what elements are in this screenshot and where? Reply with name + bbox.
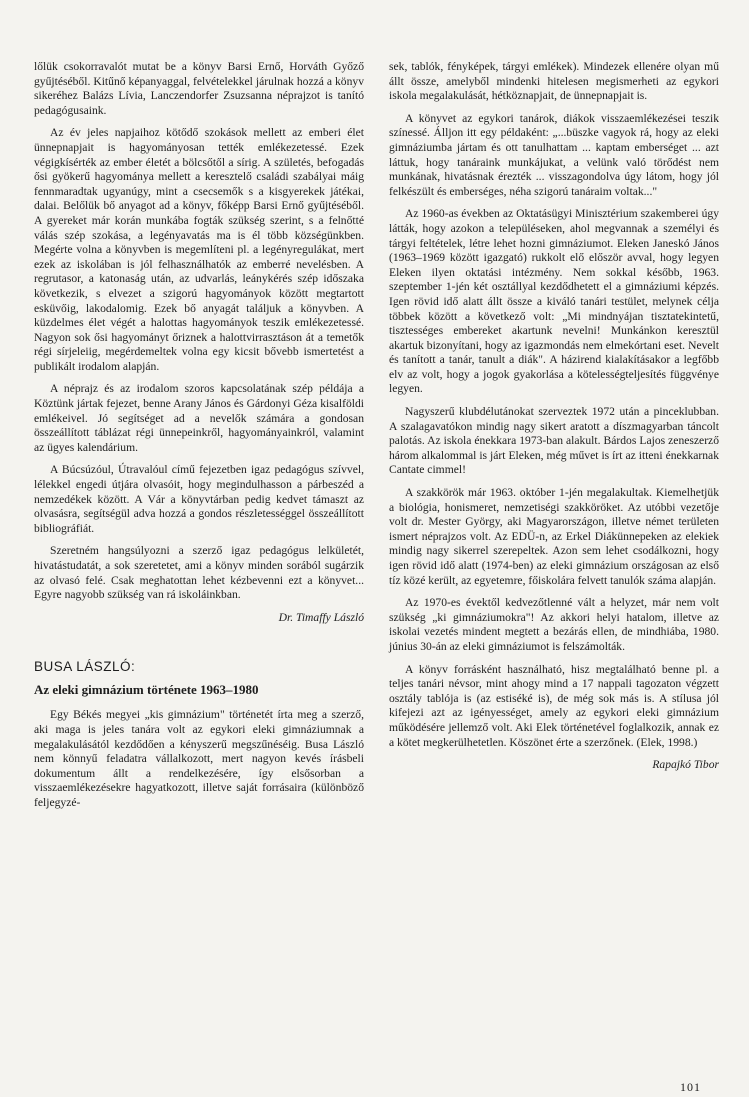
paragraph: A könyv forrásként használható, hisz megtalálható benne pl. a teljes tanári névsor, mint ahogy mind a 17 nappali tagozaton végzett osztály tablója is (az estiséké is), de még sok más is. A stílusa jól kifejezi azt az igényességet, amely az egykori eleki gimnázium működésére jellemző volt. Aki Elek történetével foglalkozik, annak ez a kötet megkerülhetetlen. Köszönet érte a szerzőnek. (Elek, 1998.) — [389, 662, 719, 749]
paragraph: A könyvet az egykori tanárok, diákok visszaemlékezései teszik színessé. Álljon itt egy példaként: „...büszke vagyok rá, hogy az eleki gimnáziumba jártam és ott tanulhattam ... kaptam emberséget ... azt láttuk, hogy tanáraink munkájukat, a velünk való törődést nem munkának, hivatásnak érezték ... visszagondolva úgy látom, hogy jól felkészült és emberséges, néha szigorú tanáraim voltak..." — [389, 111, 719, 198]
paragraph: A szakkörök már 1963. október 1-jén megalakultak. Kiemelhetjük a biológia, honismeret, nemzetiségi szakköröket. Az utóbbi vezetője volt dr. Mester György, aki Magyarországon, illetve német területen ismert néprajzos volt. Az EDÜ-n, az Erkel Diákünnepeken az elekiek mindig nagy sikerrel szerepeltek. Azon sem lehet csodálkozni, hogy igen rövid idő alatt (1974-ben) az eleki gimnázium országosan az első tíz közé került, az egyetemre, főiskolára felvett tanulók száma alapján. — [389, 486, 719, 587]
review-signature: Dr. Timaffy László — [278, 610, 364, 624]
paragraph: Az 1960-as években az Oktatásügyi Minisztérium szakemberei úgy látták, hogy azokon a településeken, ahol megvannak a személyi és tárgyi feltételek, létre lehet hozni gimnáziumot. Eleken Janeskó János (1963–1969 között igazgató) rukkolt elő először avval, hogy legyen Eleken ilyen oktatási intézmény. Nem sokkal később, 1963. szeptember 1-jén két osztállyal kezdődhetett el a gimnáziumi képzés. Igen rövid idő alatt állt össze a kiváló tanári testület, melynek célja többek között a következő volt: „Mi mindnyájan tisztatekintetű, tisztességes embereket akartunk nevelni! Munkánkon keresztül akartuk bizonyítani, hogy az igazmondás nem elmekórtani eset. Nevelt és tanított a tanár, tanult a diák". A házirend kialakításakor a legfőbb elv az volt, hogy a jogok gyakorlása a kötelességteljesítés függvénye legyen. — [389, 207, 719, 396]
review-signature: Rapajkó Tibor — [652, 758, 719, 772]
paragraph: A néprajz és az irodalom szoros kapcsolatának szép példája a Köztünk jártak fejezet, benne Arany János és Gárdonyi Géza kisalföldi emlékeivel. Jó segítséget ad a nevelők számára a gondosan összeállított táblázat régi ünnepeinkről, hagyományainkról, valamint az ügyes kalendárium. — [34, 382, 364, 454]
paragraph: lőlük csokorravalót mutat be a könyv Barsi Ernő, Horváth Győző gyűjtéséből. Kitűnő képanyaggal, felvételekkel járulnak hozzá a könyv sikeréhez Balázs Lívia, Lanczendorfer Zsuzsanna néprajzot is tanító pedagógusaink. — [34, 60, 364, 117]
two-column-body — [34, 60, 719, 819]
article-title: Az eleki gimnázium története 1963–1980 — [34, 682, 259, 698]
paragraph: Az 1970-es évektől kedvezőtlenné vált a helyzet, már nem volt szükség „ki gimnáziumokra"! Az akkori helyi hatalom, illetve az iskolai vezetés mindent megtett a bezárás ellen, de mindhiába, 1980. június 30-án az eleki gimnáziumot is felszámolták. — [389, 596, 719, 653]
paragraph: A Búcsúzóul, Útravalóul című fejezetben igaz pedagógus szívvel, lélekkel engedi útjára olvasóit, hogy megindulhasson a párbeszéd a nemzedékek között. A Vár a könyvtárban pedig kedvet támaszt az olvasásra, segítségül adva hozzá a gondos részletességgel összeállított bibliográfiát. — [34, 463, 364, 535]
right-column — [389, 60, 719, 819]
paragraph: Nagyszerű klubdélutánokat szerveztek 1972 után a pinceklubban. A szalagavatókon mindig nagy sikert aratott a díszmagyarban táncolt palotás. Az iskola énekkara 1973-ban alakult. Bárdos Lajos zeneszerző három alkalommal is járt Eleken, még művet is írt az itteni énekkarnak Cantate cimmel! — [389, 405, 719, 477]
paragraph: sek, tablók, fényképek, tárgyi emlékek). Mindezek ellenére olyan mű állt össze, amelyből mindenki hitelesen megismerheti az egykori iskola megalakulását, hétköznapjait, de ünnepnapjait is. — [389, 60, 719, 103]
article-author: BUSA LÁSZLÓ: — [34, 659, 136, 675]
left-column — [34, 60, 364, 819]
page-number: 101 — [680, 1080, 701, 1094]
paragraph: Szeretném hangsúlyozni a szerző igaz pedagógus lelkületét, hivatástudatát, a sok szeretetet, ami a könyv minden sorából sugárzik az olvasó felé. Csak meghatottan lehet kézbevenni ezt a könyvet... Egyre nagyobb szükség van rá iskoláinkban. — [34, 544, 364, 602]
paragraph: Egy Békés megyei „kis gimnázium" történetét írta meg a szerző, aki maga is jeles tanára volt az egykori eleki gimnáziumnak a megalakulásától kezdődően a kényszerű megszűnéséig. Busa László nem könnyű feladatra vállalkozott, mert nagyon kevés írásbeli dokumentum állt a rendelkezésére, így elsősorban a visszaemlékezésekre hagyatkozott, illetve saját forrásaira (különböző feljegyzé- — [34, 708, 364, 809]
paragraph: Az év jeles napjaihoz kötődő szokások mellett az emberi élet ünnepnapjait is hagyományosan tették emlékezetessé. Ezek végigkísérték az ember életét a bölcsőtől a sírig. A születés, befogadás ősi gyökerű hagyománya mellett a keresztelő családi szabályai máig fennmaradtak ugyanúgy, mint a csecsemők s a kisgyerekek játékai, dalai. Belőlük bő anyagot ad a könyv, főképp Barsi Ernő gyűjtéséből. A gyereket már korán munkába fogták szükség szerint, s a felnőtté válás szép szokása, a legényavatás ma is él több községünkben. Megérte volna a könyvben is megemlíteni pl. a legényregulákat, mert ezek az iskolában is jól felhasználhatók az emberré nevelésben. A regrutasor, a katonaság után, az udvarlás, leánykérés szép időszaka következik, s elvezet a szigorú hagyományok között megtartott esküvőig, lakodalomig. Ezek bő anyagát találjuk a könyvben. A küzdelmes élet végét a halottas hagyományok teszik emlékezetessé. Nagyon sok ősi hagyományt őriznek a halottvirrasztáson át a temetők régi sírjeleiig, megérdemeltek volna egy kicsit bővebb ismertetést a publikált irodalom alapján. — [34, 126, 364, 373]
